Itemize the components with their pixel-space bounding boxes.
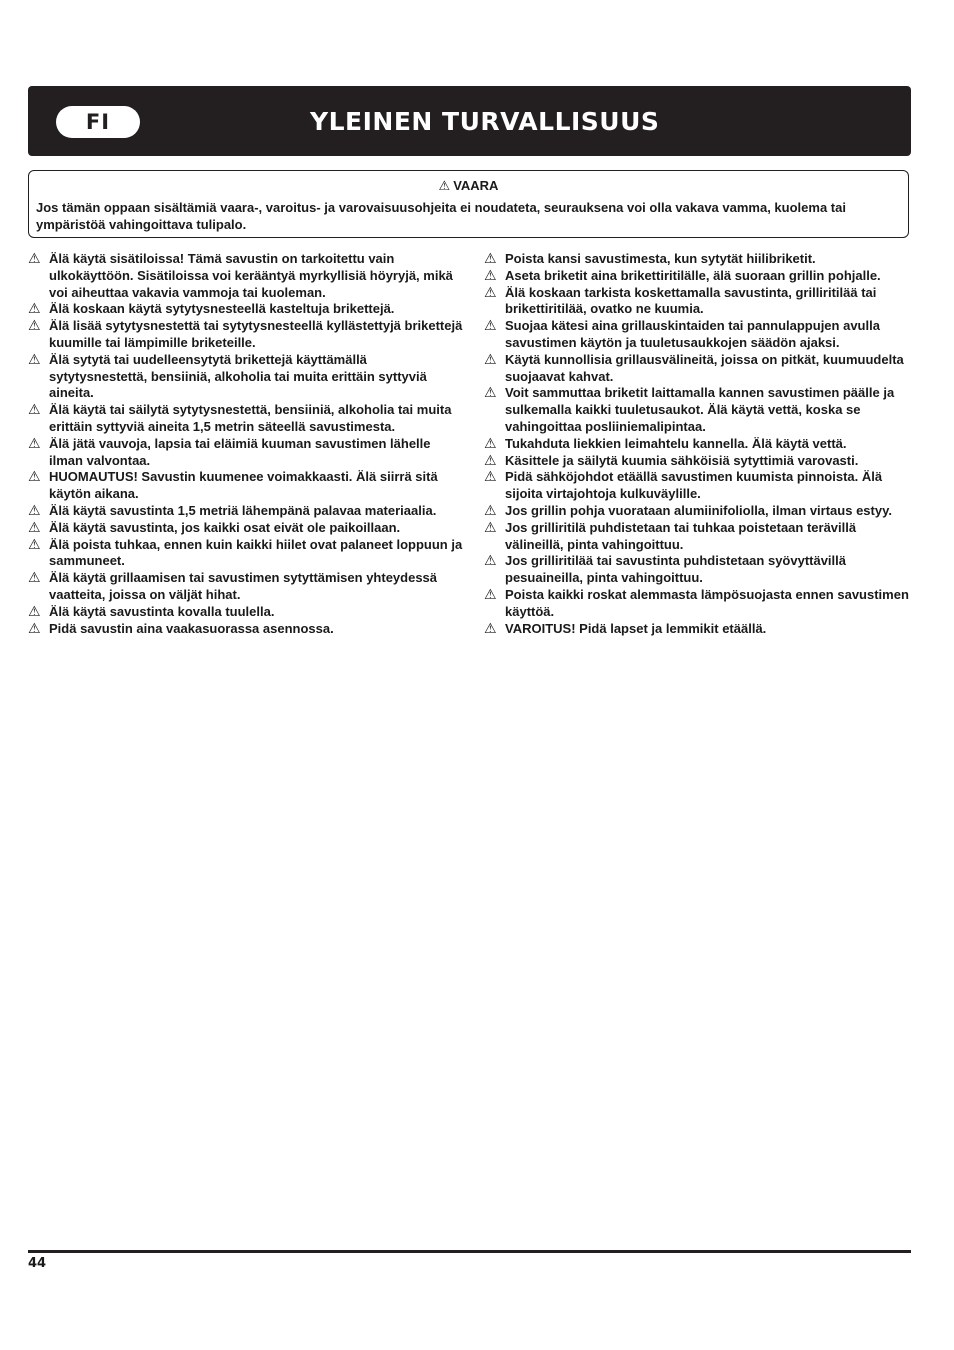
warning-text: Älä käytä savustinta 1,5 metriä lähempänä palavaa materiaalia. [49, 502, 437, 518]
warning-text: Pidä sähköjohdot etäällä savustimen kuumista pinnoista. Älä sijoita virtajohtoja kulkuväylille. [505, 469, 883, 502]
warning-item [484, 503, 916, 520]
warning-triangle-icon: ⚠ [28, 603, 41, 620]
warning-item [28, 604, 468, 621]
warning-item [484, 352, 916, 386]
language-badge: FI [56, 106, 140, 138]
warning-item [28, 503, 468, 520]
warning-triangle-icon: ⚠ [484, 502, 497, 519]
warning-triangle-icon: ⚠ [28, 402, 41, 419]
warning-triangle-icon: ⚠ [484, 318, 497, 335]
warning-item [484, 469, 916, 503]
warning-triangle-icon: ⚠ [484, 553, 497, 570]
warning-triangle-icon: ⚠ [28, 620, 41, 637]
warning-triangle-icon: ⚠ [28, 251, 41, 267]
warning-triangle-icon: ⚠ [28, 502, 41, 519]
warning-item [28, 318, 468, 352]
warning-item [28, 469, 468, 503]
warning-item [484, 318, 916, 352]
warning-triangle-icon: ⚠ [484, 469, 497, 486]
warning-item [28, 570, 468, 604]
warning-list-right [484, 251, 916, 637]
danger-text: Jos tämän oppaan sisältämiä vaara-, varoitus- ja varovaisuusohjeita ei noudateta, seurauksena voi olla vakava vamma, kuolema tai ympäristöä vahingoittava tulipalo. [36, 200, 846, 232]
warning-text: Poista kaikki roskat alemmasta lämpösuojasta ennen savustimen käyttöä. [505, 586, 909, 619]
warning-text: Käytä kunnollisia grillausvälineitä, joissa on pitkät, kuumuudelta suojaavat kahvat. [505, 351, 904, 384]
warning-triangle-icon: ⚠ [438, 179, 451, 194]
warning-triangle-icon: ⚠ [484, 435, 497, 452]
warning-text: Pidä savustin aina vaakasuorassa asennossa. [49, 620, 334, 636]
warning-item [484, 436, 916, 453]
warning-triangle-icon: ⚠ [28, 536, 41, 553]
warning-item [28, 520, 468, 537]
warning-text: Älä poista tuhkaa, ennen kuin kaikki hiilet ovat palaneet loppuun ja sammuneet. [49, 536, 463, 569]
danger-notice [28, 170, 909, 238]
warning-item [28, 537, 468, 571]
warning-item [484, 285, 916, 319]
warning-item [484, 587, 916, 621]
warning-item [28, 402, 468, 436]
warning-text: Jos grilliritilä puhdistetaan tai tuhkaa poistetaan terävillä välineillä, pinta vahingoittuu. [505, 519, 857, 552]
warning-text: Älä sytytä tai uudelleensytytä brikettejä käyttämällä sytytysnestettä, bensiiniä, alkoholia tai muita erittäin syttyviä aineita. [49, 351, 427, 401]
warning-item [484, 385, 916, 435]
warning-item [484, 268, 916, 285]
warning-triangle-icon: ⚠ [484, 284, 497, 301]
danger-heading [29, 178, 908, 196]
warning-text: Tukahduta liekkien leimahtelu kannella. Älä käytä vettä. [505, 435, 847, 451]
warning-triangle-icon: ⚠ [484, 385, 497, 402]
warning-item [484, 453, 916, 470]
warning-text: Älä jätä vauvoja, lapsia tai eläimiä kuuman savustimen lähelle ilman valvontaa. [49, 435, 431, 468]
warning-text: Jos grilliritilää tai savustinta puhdistetaan syövyttävillä pesuaineilla, pinta vahingoittuu. [505, 553, 847, 586]
warning-item [484, 520, 916, 554]
warning-triangle-icon: ⚠ [484, 267, 497, 284]
warning-triangle-icon: ⚠ [28, 435, 41, 452]
warning-item [28, 352, 468, 402]
warning-triangle-icon: ⚠ [28, 318, 41, 335]
warning-triangle-icon: ⚠ [28, 519, 41, 536]
warning-triangle-icon: ⚠ [28, 351, 41, 368]
warning-text: Älä koskaan tarkista koskettamalla savustinta, grilliritilää tai brikettiritilää, ovatko ne kuumia. [505, 284, 877, 317]
warning-text: Aseta briketit aina brikettiritilälle, älä suoraan grillin pohjalle. [505, 267, 881, 283]
warning-text: Älä käytä tai säilytä sytytysnestettä, bensiiniä, alkoholia tai muita erittäin syttyviä aineita 1,5 metrin säteellä savustimesta. [49, 402, 452, 434]
warning-triangle-icon: ⚠ [484, 251, 497, 267]
warning-text: Älä koskaan käytä sytytysnesteellä kasteltuja brikettejä. [49, 301, 395, 317]
warning-item [28, 251, 468, 301]
warning-item [28, 301, 468, 318]
warning-text: HUOMAUTUS! Savustin kuumenee voimakkaasti. Älä siirrä sitä käytön aikana. [49, 469, 438, 502]
warning-triangle-icon: ⚠ [28, 469, 41, 486]
danger-heading-label: VAARA [453, 178, 499, 193]
warning-text: Jos grillin pohja vuorataan alumiinifoliolla, ilman virtaus estyy. [505, 502, 892, 518]
warning-triangle-icon: ⚠ [28, 301, 41, 318]
footer-rule [28, 1250, 911, 1253]
warning-text: Älä lisää sytytysnestettä tai sytytysnesteellä kyllästettyjä brikettejä kuumille tai lämpimille briketeille. [49, 318, 463, 350]
warning-item [484, 621, 916, 638]
warning-triangle-icon: ⚠ [484, 351, 497, 368]
warning-triangle-icon: ⚠ [484, 620, 497, 637]
header-bar [28, 86, 911, 156]
warning-text: Voit sammuttaa briketit laittamalla kannen savustimen päälle ja sulkemalla kaikki tuuletusaukot. Älä käytä vettä, koska se vahingoittaa posliiniemalipintaa. [505, 385, 895, 434]
warning-item [28, 436, 468, 470]
warning-triangle-icon: ⚠ [484, 519, 497, 536]
warning-item [484, 251, 916, 268]
warning-text: Poista kansi savustimesta, kun sytytät hiilibriketit. [505, 251, 816, 266]
warning-text: Suojaa kätesi aina grillauskintaiden tai pannulappujen avulla savustimen käytön ja tuuletusaukkojen säädön ajaksi. [505, 318, 880, 350]
warning-text: Älä käytä sisätiloissa! Tämä savustin on tarkoitettu vain ulkokäyttöön. Sisätiloissa voi kerääntyä myrkyllisiä höyryjä, mikä voi aiheuttaa vakavia vammoja tai kuoleman. [49, 251, 453, 300]
page-number: 44 [28, 1256, 47, 1271]
warning-triangle-icon: ⚠ [484, 586, 497, 603]
warning-triangle-icon: ⚠ [28, 570, 41, 587]
warning-item [28, 621, 468, 638]
warning-text: Älä käytä grillaamisen tai savustimen sytyttämisen yhteydessä vaatteita, joissa on väljät hihat. [49, 570, 438, 602]
warning-triangle-icon: ⚠ [484, 452, 497, 469]
warning-text: Älä käytä savustinta kovalla tuulella. [49, 603, 275, 619]
warning-text: Älä käytä savustinta, jos kaikki osat eivät ole paikoillaan. [49, 519, 401, 535]
page-title: YLEINEN TURVALLISUUS [310, 107, 660, 136]
warning-text: VAROITUS! Pidä lapset ja lemmikit etäällä. [505, 620, 767, 636]
warning-text: Käsittele ja säilytä kuumia sähköisiä sytyttimiä varovasti. [505, 452, 859, 468]
warning-list-left [28, 251, 468, 637]
warning-item [484, 553, 916, 587]
